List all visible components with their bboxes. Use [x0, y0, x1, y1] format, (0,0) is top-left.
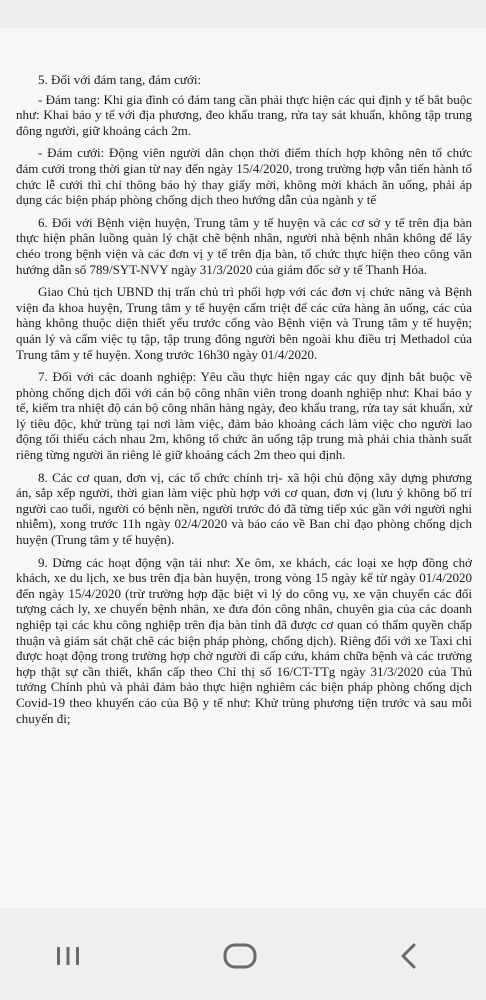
home-icon: [220, 942, 260, 970]
document-content: [16, 72, 472, 733]
recent-apps-button[interactable]: [40, 936, 96, 976]
status-bar-area: [0, 0, 486, 28]
section-8-paragraph: 8. Các cơ quan, đơn vị, các tổ chức chính trị- xã hội chủ động xây dựng phương án, sắp xếp người, thời gian làm việc phù hợp với cơ quan, đơn vị (lưu ý không bố trí người cao tuổi, người có bệnh nền, người trước đó đã từng tiếp xúc gần với người nghi nhiễm), xong trước 11h ngày 02/4/2020 và báo cáo về Ban chỉ đạo phòng chống dịch huyện (Trung tâm y tế huyện).: [16, 469, 472, 548]
funeral-paragraph: - Đám tang: Khi gia đình có đám tang cần phải thực hiện các qui định y tế bắt buộc như: Khai báo y tế với địa phương, đeo khẩu trang, rửa tay sát khuẩn, không tập trung đông người, giữ khoảng cách 2m.: [16, 91, 472, 138]
section-9-paragraph: 9. Dừng các hoạt động vận tải như: Xe ôm, xe khách, các loại xe hợp đồng chở khách, xe du lịch, xe bus trên địa bàn huyện, trong vòng 15 ngày kể từ ngày 01/4/2020 đến ngày 15/4/2020 (trừ trường hợp đặc biệt vì lý do công vụ, xe vận chuyển các đối tượng cách ly, xe chuyển bệnh nhân, xe đưa đón công nhân, chuyên gia của các doanh nghiệp tại các khu công nghiệp trên địa bàn tỉnh đã được cơ quan có thẩm quyền chấp thuận và giám sát chặt chẽ các biện pháp phòng, chống dịch). Riêng đối với xe Taxi chỉ được hoạt động trong trường hợp chở người đi cấp cứu, khám chữa bệnh và các trường hợp thật sự cần thiết, khẩn cấp theo Chỉ thị số 16/CT-TTg ngày 31/3/2020 của Thủ tướng Chính phủ và phải đảm bảo thực hiện nghiêm các biện pháp phòng chống dịch Covid-19 theo khuyến cáo của Bộ y tế như: Khử trùng phương tiện trước và sau mỗi chuyến đi;: [16, 554, 472, 726]
section-5-heading: 5. Đối với đám tang, đám cưới:: [38, 72, 202, 87]
home-button[interactable]: [208, 936, 272, 976]
section-7-paragraph: 7. Đối với các doanh nghiệp: Yêu cầu thực hiện ngay các quy định bắt buộc về phòng chống dịch đối với cán bộ công nhân viên trong doanh nghiệp như: Khai báo y tế, kiểm tra nhiệt độ cán bộ công nhân hàng ngày, đeo khẩu trang, rửa tay sát khuẩn, xử lý tiêu độc, khử trùng tại nơi làm việc, đảm bảo khoảng cách làm việc cho người lao động tối thiểu cách nhau 2m, không tổ chức ăn uống tập trung mà phải chia thành suất riêng từng người ăn riêng lẻ giữ khoảng cách 2m theo qui định.: [16, 369, 472, 463]
document-page[interactable]: [0, 28, 486, 908]
back-button[interactable]: [384, 936, 432, 976]
wedding-paragraph: - Đám cưới: Động viên người dân chọn thời điểm thích hợp không nên tổ chức đám cưới trong thời gian từ nay đến ngày 15/4/2020, trong trường hợp vẫn tiến hành tổ chức lễ cưới thì chỉ thông báo hỷ thay giấy mời, không mời khách ăn uống, phải áp dụng các biện pháp phòng chống dịch theo hướng dẫn của ngành y tế: [16, 145, 472, 208]
assignment-paragraph: Giao Chủ tịch UBND thị trấn chủ trì phối hợp với các đơn vị chức năng và Bệnh viện đa khoa huyện, Trung tâm y tế huyện cấm triệt để các cửa hàng ăn uống, các của hàng không thuộc diện thiết yếu trước cổng vào Bệnh viện và Trung tâm y tế huyện; quản lý và cấm việc tụ tập, tập trung đông người bên ngoài khu điều trị Methadol của Trung tâm y tế huyện. Xong trước 16h30 ngày 01/4/2020.: [16, 284, 472, 362]
recent-apps-icon: [53, 944, 83, 968]
section-6-paragraph: 6. Đối với Bệnh viện huyện, Trung tâm y tế huyện và các cơ sở y tế trên địa bàn thực hiện phân luồng quản lý chặt chẽ bệnh nhân, người nhà bệnh nhân không để lây chéo trong bệnh viện và các đơn vị y tế trên địa bàn, tổ chức thực hiện theo công văn hướng dẫn số 789/SYT-NVY ngày 31/3/2020 của giám đốc sở y tế Thanh Hóa.: [16, 214, 472, 277]
back-icon: [396, 942, 420, 970]
